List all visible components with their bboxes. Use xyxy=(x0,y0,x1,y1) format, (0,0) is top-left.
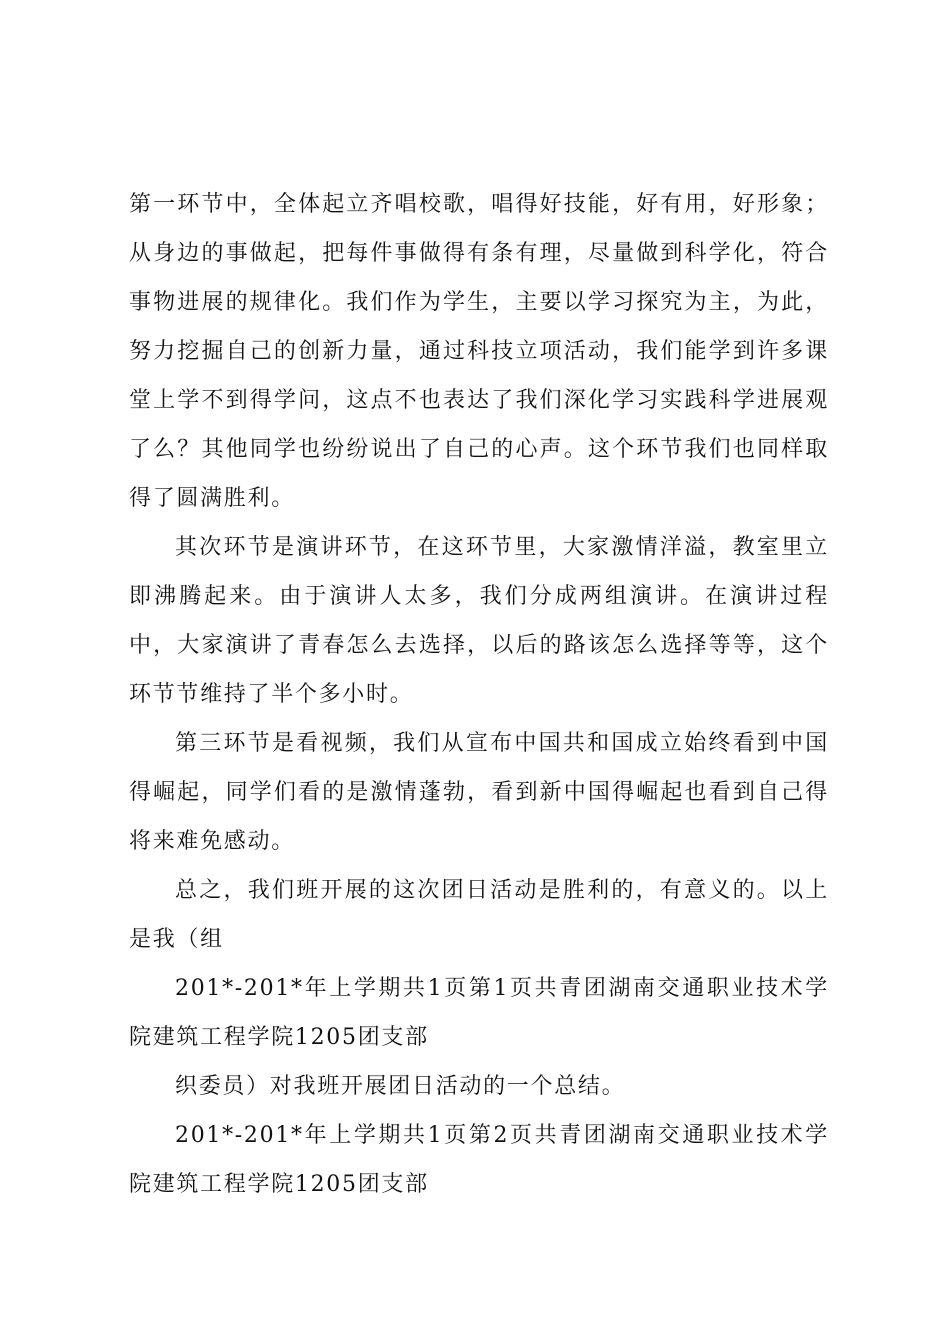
document-body xyxy=(129,180,829,1209)
paragraph-third-section: 第三环节是看视频，我们从宣布中国共和国成立始终看到中国得崛起，同学们看的是激情蓬勃，看到新中国得崛起也看到自己得将来难免感动。 xyxy=(129,731,829,854)
page-footer-2: 201*-201*年上学期共1页第2页共青团湖南交通职业技术学院建筑工程学院1205团支部 xyxy=(129,1123,829,1197)
paragraph-conclusion: 总之，我们班开展的这次团日活动是胜利的，有意义的。以上是我（组 xyxy=(129,878,829,952)
page-footer-1: 201*-201*年上学期共1页第1页共青团湖南交通职业技术学院建筑工程学院1205团支部 xyxy=(129,976,829,1050)
paragraph-first-section: 第一环节中，全体起立齐唱校歌，唱得好技能，好有用，好形象；从身边的事做起，把每件事做得有条有理，尽量做到科学化，符合事物进展的规律化。我们作为学生，主要以学习探究为主，为此，努力挖掘自己的创新力量，通过科技立项活动，我们能学到许多课堂上学不到得学问，这点不也表达了我们深化学习实践科学进展观了么？其他同学也纷纷说出了自己的心声。这个环节我们也同样取得了圆满胜利。 xyxy=(129,192,829,511)
paragraph-conclusion-continued: 织委员）对我班开展团日活动的一个总结。 xyxy=(175,1074,626,1099)
paragraph-second-section: 其次环节是演讲环节，在这环节里，大家激情洋溢，教室里立即沸腾起来。由于演讲人太多，我们分成两组演讲。在演讲过程中，大家演讲了青春怎么去选择，以后的路该怎么选择等等，这个环节节维持了半个多小时。 xyxy=(129,535,829,707)
